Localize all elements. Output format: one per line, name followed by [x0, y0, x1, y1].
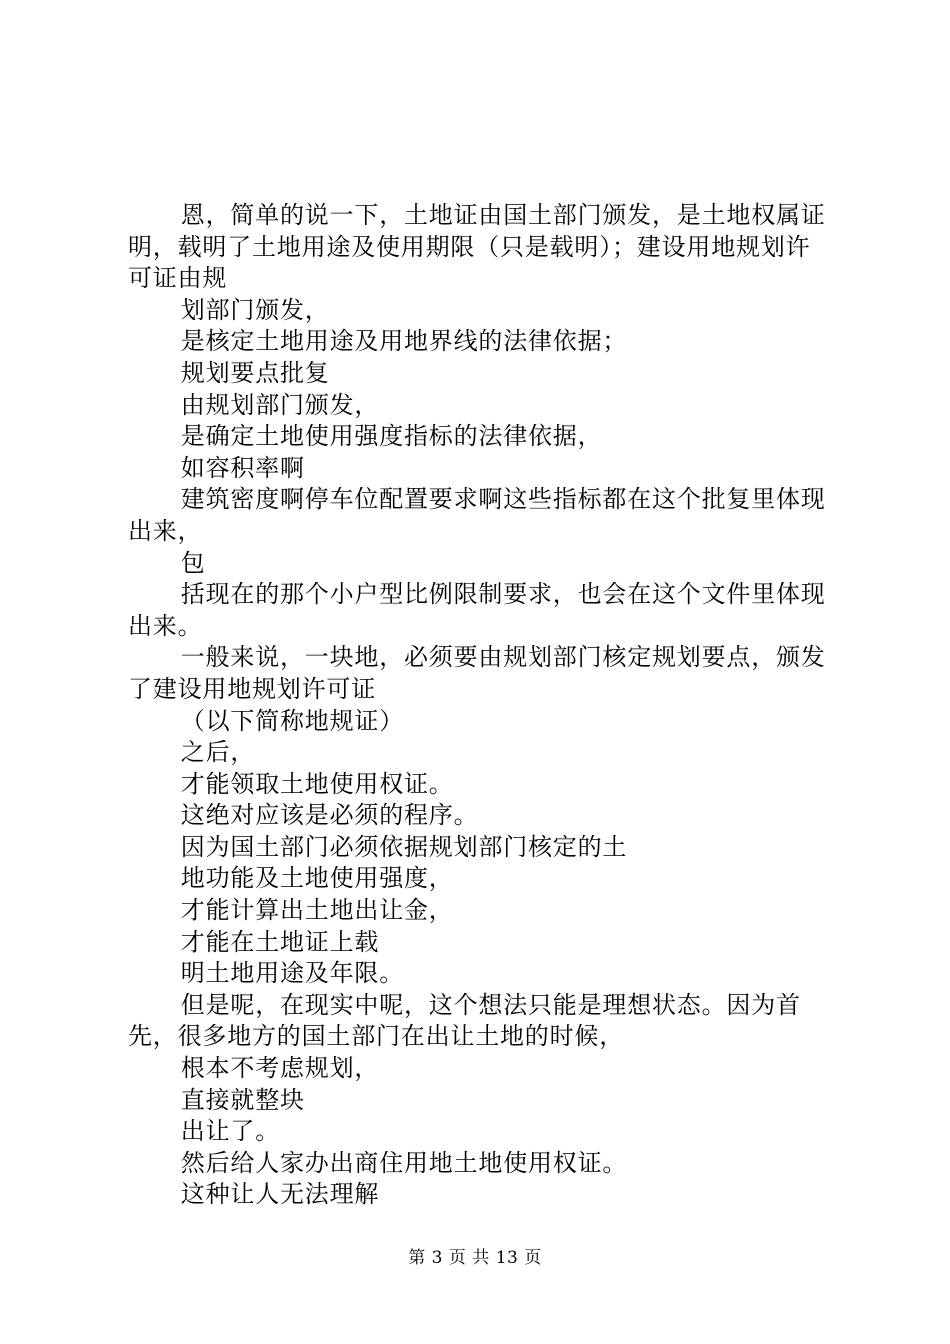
paragraph-23: 直接就整块 [180, 1085, 305, 1114]
paragraph-18: 才能计算出土地出让金， [180, 896, 454, 925]
paragraph-20: 明土地用途及年限。 [180, 959, 404, 988]
paragraph-22: 根本不考虑规划， [180, 1054, 380, 1083]
paragraph-14: 才能领取土地使用权证。 [180, 769, 454, 798]
paragraph-21: 但是呢，在现实中呢，这个想法只能是理想状态。因为首先，很多地方的国土部门在出让土地的时候， [128, 990, 801, 1051]
paragraph-25: 然后给人家办出商住用地土地使用权证。 [180, 1148, 628, 1177]
paragraph-26: 这种让人无法理解 [180, 1180, 380, 1209]
paragraph-13: 之后， [180, 738, 256, 767]
paragraph-6: 是确定土地使用强度指标的法律依据， [180, 422, 603, 451]
paragraph-17: 地功能及土地使用强度， [180, 864, 454, 893]
paragraph-19: 才能在土地证上载 [180, 927, 380, 956]
paragraph-12: （以下简称地规证） [180, 706, 404, 735]
paragraph-11: 一般来说，一块地，必须要由规划部门核定规划要点，颁发了建设用地规划许可证 [128, 643, 826, 703]
paragraph-24: 出让了。 [180, 1117, 280, 1146]
document-body [128, 200, 832, 1211]
paragraph-10: 括现在的那个小户型比例限制要求，也会在这个文件里体现出来。 [128, 580, 826, 640]
paragraph-7: 如容积率啊 [180, 453, 305, 482]
page-footer: 第 3 页 共 13 页 [408, 1248, 542, 1268]
paragraph-2: 划部门颁发， [180, 295, 330, 324]
paragraph-3: 是核定土地用途及用地界线的法律依据； [180, 327, 628, 356]
paragraph-16: 因为国土部门必须依据规划部门核定的土 [180, 832, 628, 861]
paragraph-9: 包 [180, 548, 206, 577]
paragraph-8: 建筑密度啊停车位配置要求啊这些指标都在这个批复里体现出来， [128, 485, 826, 545]
paragraph-15: 这绝对应该是必须的程序。 [180, 801, 479, 830]
paragraph-5: 由规划部门颁发， [180, 390, 380, 419]
paragraph-1: 恩，简单的说一下，土地证由国土部门颁发，是土地权属证明，载明了土地用途及使用期限（只是载明）；建设用地规划许可证由规 [128, 201, 826, 293]
paragraph-4: 规划要点批复 [180, 358, 330, 387]
